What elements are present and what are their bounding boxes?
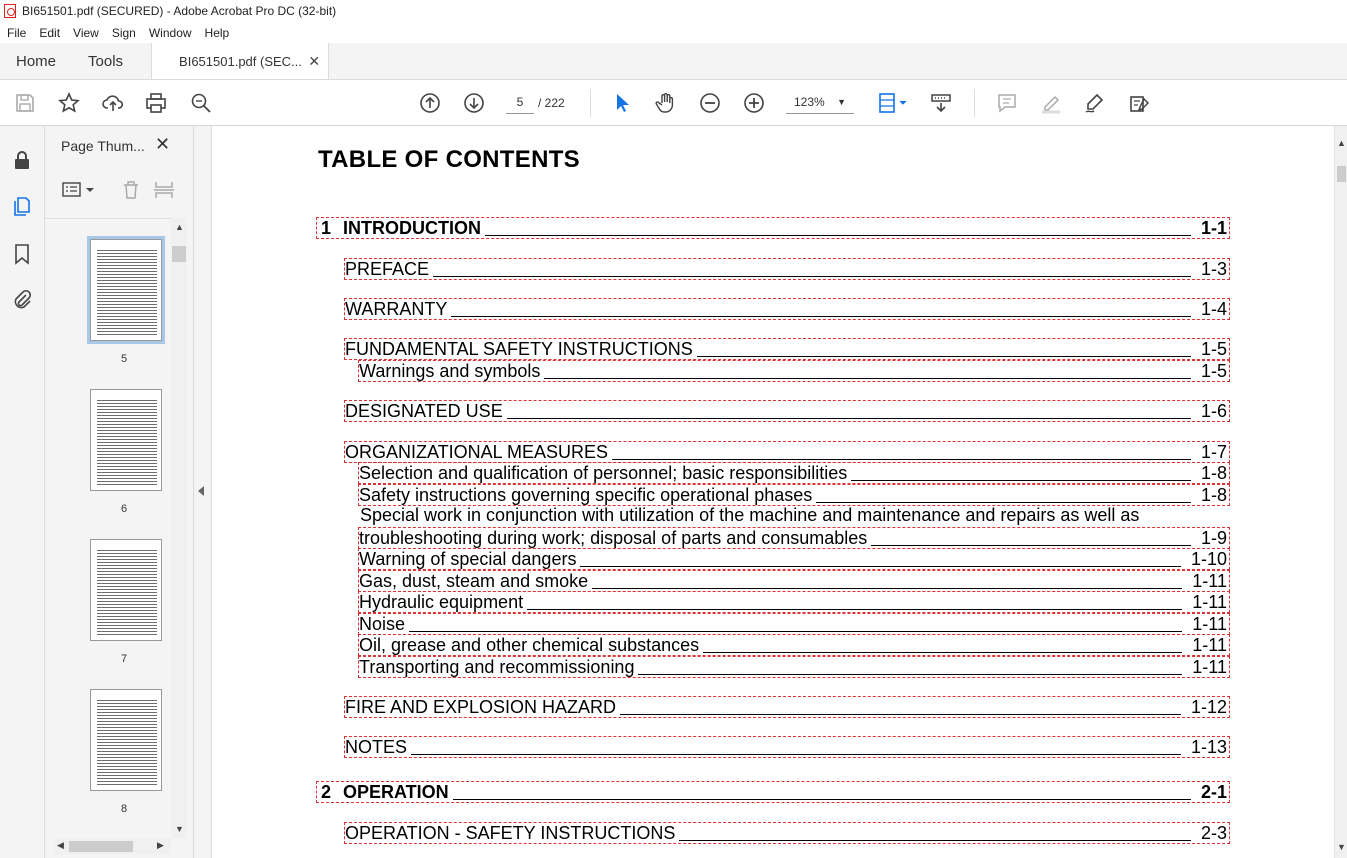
- toc-label: FUNDAMENTAL SAFETY INSTRUCTIONS: [345, 339, 693, 359]
- toc-page: 1-7: [1200, 442, 1227, 462]
- toc-label: FIRE AND EXPLOSION HAZARD: [345, 697, 617, 717]
- toc-page: 1-8: [1200, 485, 1227, 505]
- toc-entry[interactable]: [316, 217, 1230, 239]
- star-icon[interactable]: [56, 90, 82, 116]
- page-thumbnail[interactable]: [90, 539, 162, 641]
- tab-home[interactable]: Home: [16, 52, 57, 70]
- toc-page: 1-11: [1192, 592, 1227, 612]
- thumbnails-list: [45, 218, 171, 838]
- toc-entry[interactable]: [344, 736, 1230, 758]
- toc-entry[interactable]: [344, 400, 1230, 422]
- toc-entry[interactable]: [358, 634, 1230, 656]
- toc-page: 1-8: [1200, 463, 1227, 483]
- pdf-file-icon: [4, 4, 16, 18]
- hand-icon[interactable]: [653, 90, 679, 116]
- toc-page: 1-3: [1200, 259, 1227, 279]
- toc-leader: [612, 459, 1191, 460]
- chevron-right-icon[interactable]: ▶: [157, 840, 164, 850]
- toc-page: 1-5: [1200, 361, 1227, 381]
- toc-leader: [409, 631, 1182, 632]
- scrollbar-thumb[interactable]: [69, 841, 133, 852]
- toc-leader: [507, 418, 1191, 419]
- menu-edit[interactable]: Edit: [39, 25, 61, 40]
- toc-leader: [851, 480, 1191, 481]
- menu-file[interactable]: File: [7, 25, 27, 40]
- toc-leader: [816, 502, 1191, 503]
- toc-label: Noise: [359, 614, 406, 634]
- thumbnails-scrollbar[interactable]: [171, 218, 187, 838]
- toc-page: 1-1: [1200, 218, 1227, 238]
- chevron-up-icon[interactable]: ▲: [1337, 138, 1346, 148]
- toc-leader: [433, 276, 1191, 277]
- menu-help[interactable]: Help: [204, 25, 230, 40]
- toc-page: 1-6: [1200, 401, 1227, 421]
- toc-heading: TABLE OF CONTENTS: [318, 146, 580, 173]
- toc-page: 1-11: [1192, 657, 1227, 677]
- toc-label: Selection and qualification of personnel; basic responsibilities: [359, 463, 848, 483]
- tab-document-label: BI651501.pdf (SEC...: [179, 53, 302, 69]
- prev-page-icon[interactable]: [417, 90, 443, 116]
- toc-label: troubleshooting during work; disposal of parts and consumables: [359, 528, 868, 548]
- toc-entry[interactable]: [344, 338, 1230, 360]
- toc-leader: [592, 588, 1182, 589]
- toc-leader: [527, 609, 1182, 610]
- sign-icon[interactable]: [1082, 90, 1108, 116]
- chevron-down-icon: ▼: [837, 97, 846, 107]
- close-panel-icon[interactable]: ✕: [155, 134, 171, 154]
- toc-entry[interactable]: [344, 696, 1230, 718]
- fit-page-icon[interactable]: [874, 90, 910, 116]
- delete-page-icon[interactable]: [119, 178, 143, 202]
- lock-icon[interactable]: [10, 148, 34, 172]
- toc-label: INTRODUCTION: [343, 218, 481, 238]
- toc-leader: [485, 235, 1191, 236]
- collapse-arrow-icon: [198, 486, 204, 496]
- toc-leader: [638, 674, 1182, 675]
- toc-label: OPERATION - SAFETY INSTRUCTIONS: [345, 823, 676, 843]
- toc-entry[interactable]: [344, 441, 1230, 463]
- toc-entry[interactable]: [358, 484, 1230, 506]
- page-thumbnail[interactable]: [90, 239, 162, 341]
- attachment-icon[interactable]: [10, 288, 34, 312]
- left-rail: [0, 126, 45, 858]
- toc-label: ORGANIZATIONAL MEASURES: [345, 442, 609, 462]
- menu-bar: [0, 22, 1347, 43]
- highlight-icon[interactable]: [1038, 90, 1064, 116]
- scroll-mode-icon[interactable]: [928, 90, 954, 116]
- thumbnail-label: 7: [121, 653, 128, 665]
- tab-tools[interactable]: Tools: [88, 52, 124, 70]
- thumbnails-panel: [45, 126, 194, 858]
- toc-page: 1-9: [1200, 528, 1227, 548]
- tab-bar: [0, 43, 1347, 80]
- search-icon[interactable]: [188, 90, 214, 116]
- page-thumbnail[interactable]: [90, 389, 162, 491]
- toc-page: 2-3: [1200, 823, 1227, 843]
- toc-number: 1: [321, 218, 332, 238]
- toc-entry[interactable]: [344, 822, 1230, 844]
- scrollbar-thumb[interactable]: [1337, 166, 1346, 182]
- toc-entry[interactable]: [358, 527, 1230, 549]
- toc-label: Hydraulic equipment: [359, 592, 524, 612]
- panel-title: Page Thum...: [61, 138, 145, 154]
- document-scrollbar[interactable]: [1334, 126, 1347, 858]
- redact-icon[interactable]: [1126, 90, 1152, 116]
- toc-page: 1-11: [1192, 614, 1227, 634]
- extract-page-icon[interactable]: [152, 178, 176, 202]
- toolbar-divider: [590, 89, 591, 117]
- upload-icon[interactable]: [100, 90, 126, 116]
- close-tab-icon[interactable]: ✕: [308, 52, 321, 69]
- toc-entry[interactable]: [358, 591, 1230, 613]
- toolbar-divider-2: [974, 89, 975, 117]
- toc-leader: [871, 545, 1191, 546]
- thumbnails-hscrollbar[interactable]: [55, 838, 171, 854]
- toc-entry[interactable]: [358, 656, 1230, 678]
- menu-window[interactable]: Window: [148, 25, 192, 40]
- document-view: [212, 126, 1334, 858]
- menu-sign[interactable]: Sign: [111, 25, 136, 40]
- toc-page: 1-11: [1192, 571, 1227, 591]
- toc-entry[interactable]: [358, 548, 1230, 570]
- tab-document[interactable]: [151, 43, 329, 79]
- toc-label: Warnings and symbols: [359, 361, 541, 381]
- toc-label: OPERATION: [343, 782, 449, 802]
- toc-entry[interactable]: [358, 570, 1230, 592]
- toc-label: Oil, grease and other chemical substances: [359, 635, 700, 655]
- next-page-icon[interactable]: [461, 90, 487, 116]
- panel-collapse-handle[interactable]: [194, 126, 212, 858]
- toc-leader: [451, 316, 1191, 317]
- toc-label: DESIGNATED USE: [345, 401, 503, 421]
- page-thumbnails-icon[interactable]: [10, 194, 34, 218]
- toc-label: Gas, dust, steam and smoke: [359, 571, 589, 591]
- thumbnail-label: 6: [121, 503, 128, 515]
- thumbnail-label: 5: [121, 353, 128, 365]
- toc-label-continued: Special work in conjunction with utilization of the machine and maintenance and repairs as well as: [360, 505, 1140, 525]
- toc-leader: [453, 799, 1191, 800]
- page-thumbnail[interactable]: [90, 689, 162, 791]
- toc-entry[interactable]: [344, 258, 1230, 280]
- bookmark-icon[interactable]: [10, 242, 34, 266]
- toc-label: Warning of special dangers: [359, 549, 577, 569]
- toc-entry[interactable]: [316, 781, 1230, 803]
- save-icon[interactable]: [12, 90, 38, 116]
- page-number-input[interactable]: 5: [506, 90, 534, 114]
- toc-label: PREFACE: [345, 259, 430, 279]
- toc-label: Transporting and recommissioning: [359, 657, 635, 677]
- toc-number: 2: [321, 782, 332, 802]
- toc-page: 1-12: [1190, 697, 1227, 717]
- zoom-out-icon[interactable]: [697, 90, 723, 116]
- toc-label: WARRANTY: [345, 299, 448, 319]
- chevron-down-icon[interactable]: ▼: [175, 824, 184, 834]
- toc-page: 1-11: [1192, 635, 1227, 655]
- toc-page: 1-13: [1190, 737, 1227, 757]
- toc-entry[interactable]: [344, 298, 1230, 320]
- comment-icon[interactable]: [994, 90, 1020, 116]
- thumbnail-options-icon[interactable]: [61, 180, 97, 200]
- toc-page: 1-10: [1190, 549, 1227, 569]
- toc-entry[interactable]: [358, 613, 1230, 635]
- print-icon[interactable]: [143, 90, 169, 116]
- toc-leader: [679, 840, 1191, 841]
- toc-label: Safety instructions governing specific operational phases: [359, 485, 813, 505]
- chevron-left-icon[interactable]: ◀: [57, 840, 64, 850]
- toc-page: 2-1: [1200, 782, 1227, 802]
- toc-page: 1-5: [1200, 339, 1227, 359]
- toc-leader: [697, 356, 1191, 357]
- toc-leader: [544, 378, 1191, 379]
- toc-page: 1-4: [1200, 299, 1227, 319]
- page-total: / 222: [538, 96, 565, 110]
- toc-leader: [620, 714, 1181, 715]
- zoom-select[interactable]: [786, 90, 854, 114]
- chevron-up-icon[interactable]: ▲: [175, 222, 184, 232]
- toc-entry[interactable]: [358, 360, 1230, 382]
- zoom-in-icon[interactable]: [741, 90, 767, 116]
- select-cursor-icon[interactable]: [609, 90, 635, 116]
- toc-label: NOTES: [345, 737, 408, 757]
- title-bar: [0, 0, 1347, 22]
- window-title: BI651501.pdf (SECURED) - Adobe Acrobat Pro DC (32-bit): [22, 4, 337, 18]
- scrollbar-thumb[interactable]: [172, 246, 186, 262]
- chevron-down-icon[interactable]: ▼: [1337, 842, 1346, 852]
- toc-leader: [703, 652, 1182, 653]
- toc-leader: [411, 754, 1181, 755]
- panel-toolbar: [57, 176, 182, 204]
- thumbnail-label: 8: [121, 803, 128, 815]
- toc-entry[interactable]: [358, 462, 1230, 484]
- toc-leader: [580, 566, 1181, 567]
- zoom-value: 123%: [794, 95, 825, 109]
- menu-view[interactable]: View: [73, 25, 99, 40]
